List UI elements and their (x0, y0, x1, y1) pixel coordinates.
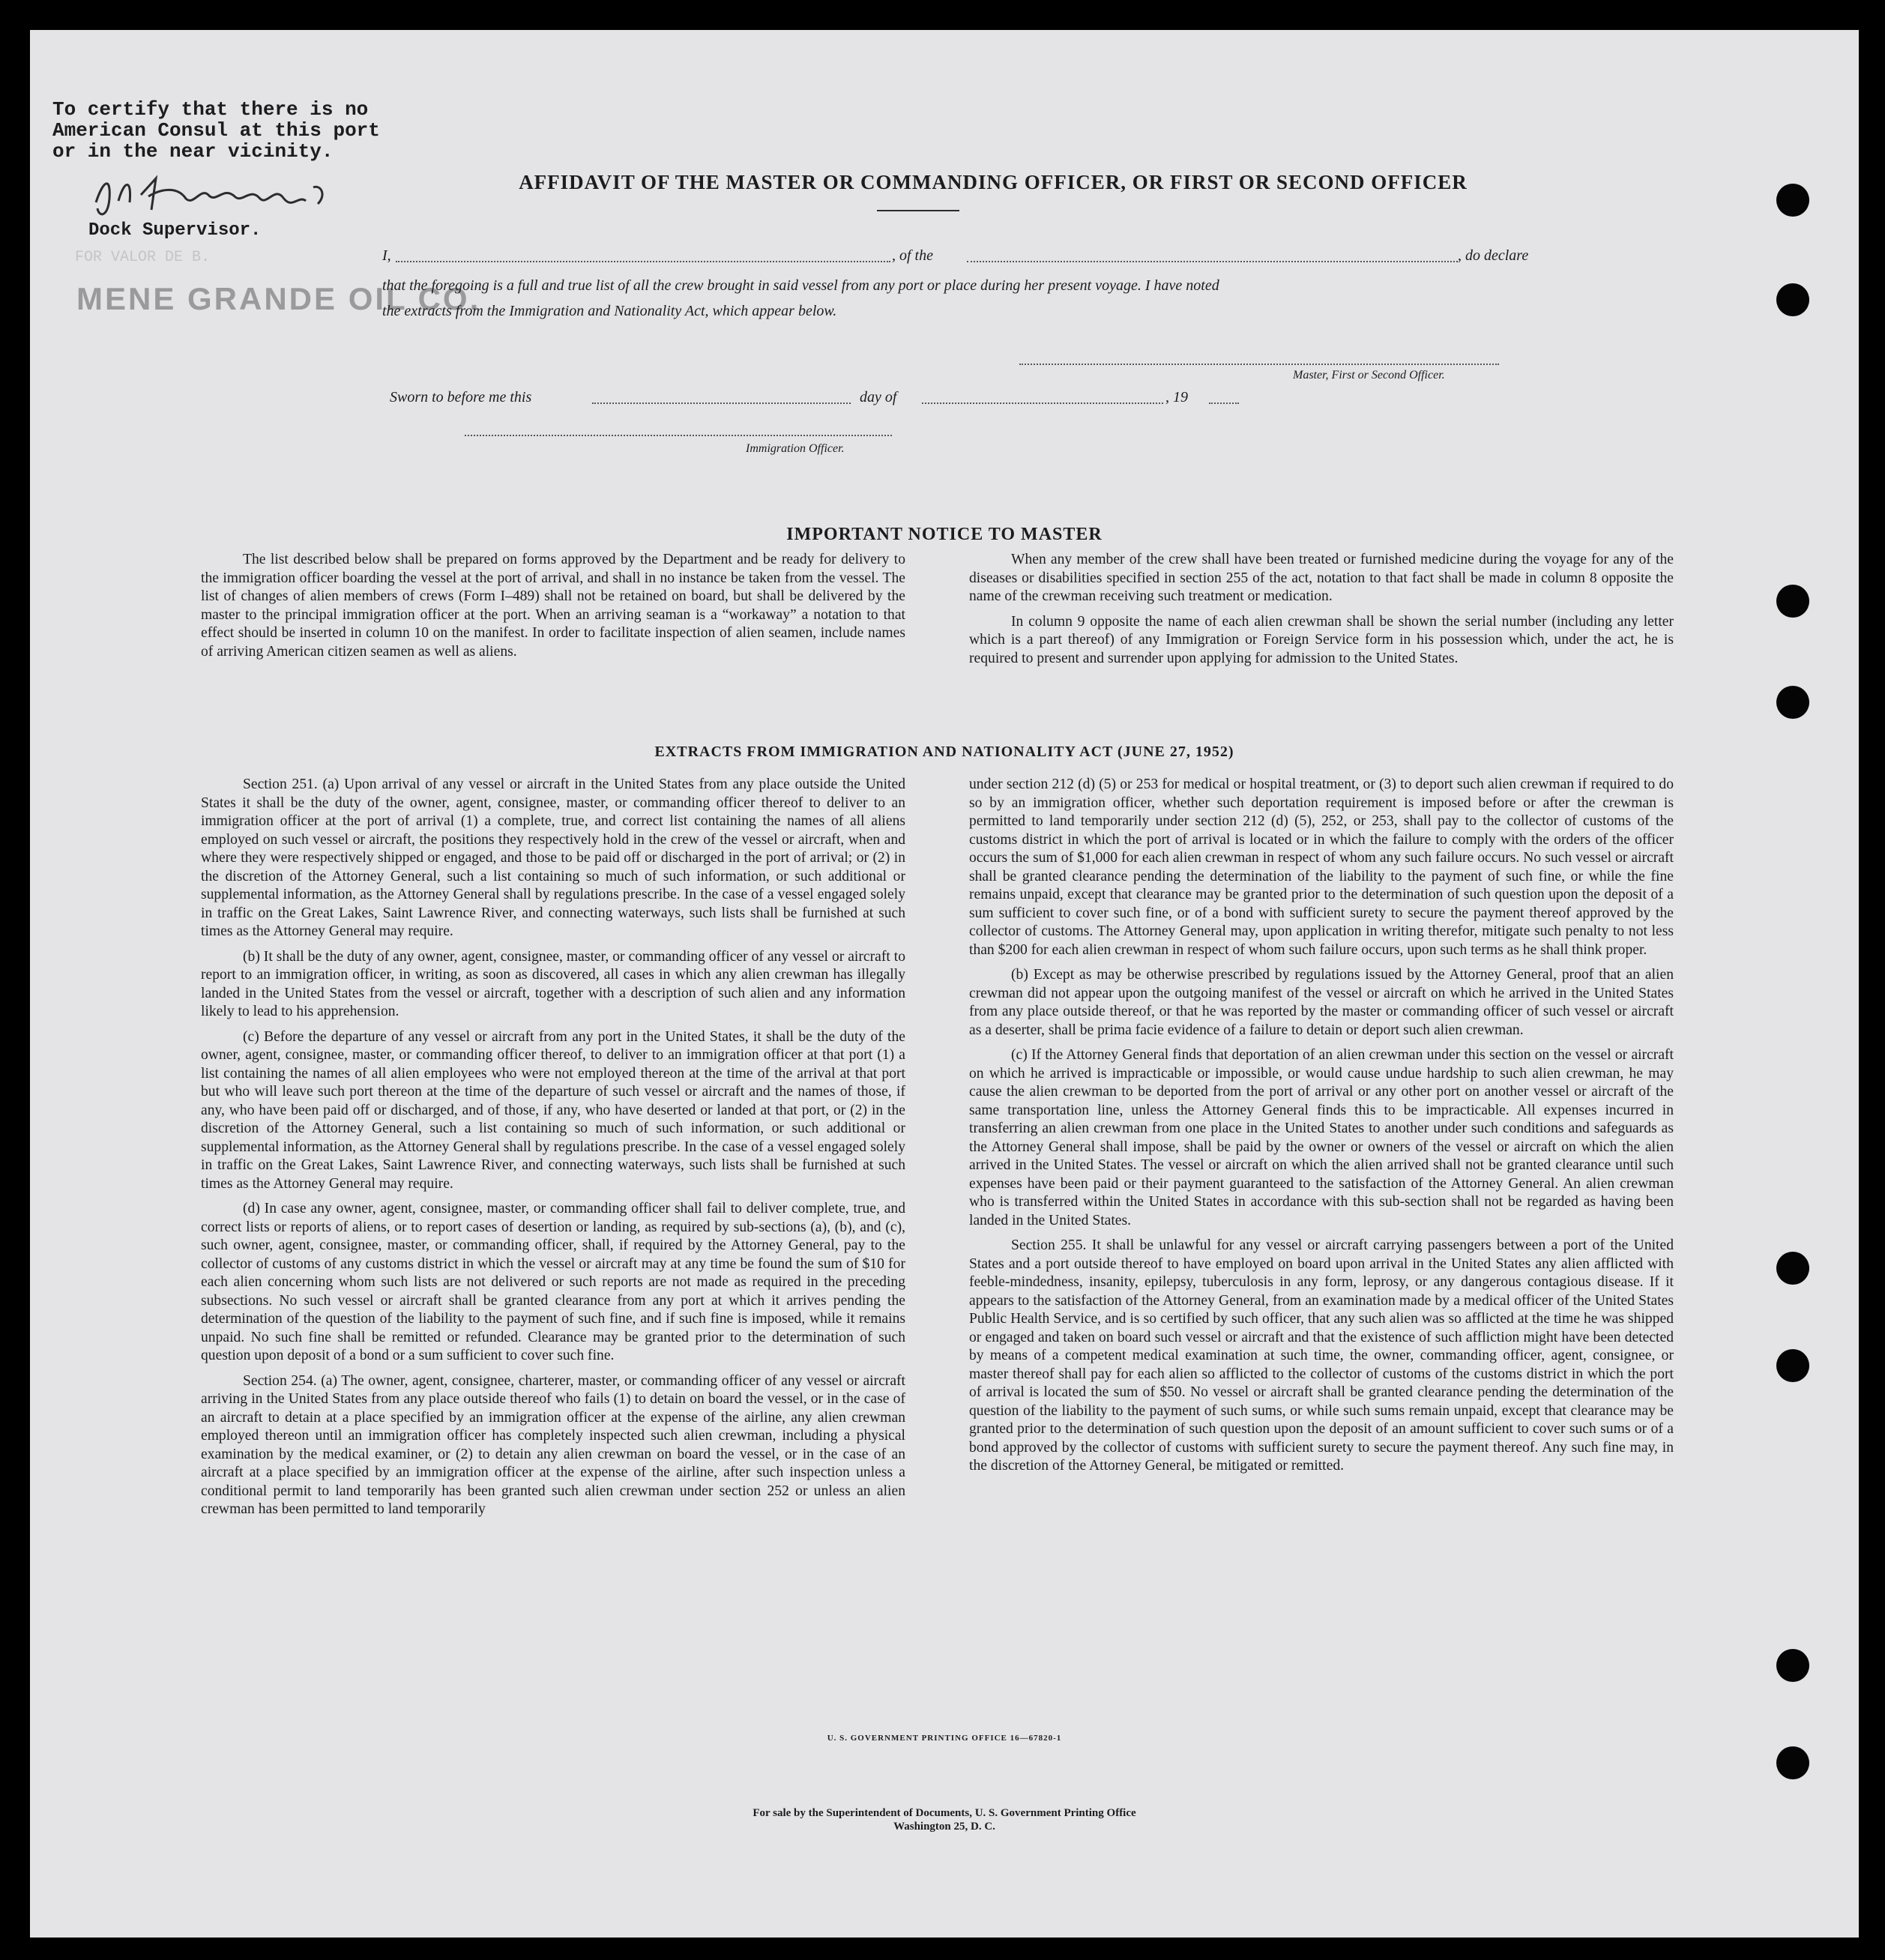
officer-caption: Immigration Officer. (746, 442, 845, 455)
gpo-imprint: U. S. GOVERNMENT PRINTING OFFICE 16—67820-1 (827, 1734, 1062, 1743)
dock-supervisor-label: Dock Supervisor. (88, 220, 262, 241)
master-caption: Master, First or Second Officer. (1293, 369, 1445, 382)
officer-signature-field[interactable] (465, 435, 892, 436)
notice-right-column (969, 551, 1674, 675)
master-signature-field[interactable] (1019, 364, 1499, 365)
month-field[interactable] (922, 402, 1163, 404)
extract-paragraph: (b) Except as may be otherwise prescribed by regulations issued by the Attorney General, proof that an alien crewman did not appear upon the outgoing manifest of the vessel or aircraft on which he arrived in the United States from any place outside thereof, or that he was reported by the master or commanding officer of such vessel or aircraft as a deserter, shall be prima facie evidence of a failure to detain or deport such alien crewman. (969, 967, 1674, 1038)
notice-paragraph: When any member of the crew shall have been treated or furnished medicine during the voyage for any of the diseases or disabilities specified in section 255 of the act, notation to that fact shall be made in column 8 opposite the name of the crewman receiving such treatment or medication. (969, 552, 1674, 604)
notice-left-column (201, 551, 905, 668)
certification-stamp (52, 99, 442, 162)
notice-title: IMPORTANT NOTICE TO MASTER (786, 525, 1103, 544)
extract-paragraph: Section 251. (a) Upon arrival of any vessel or aircraft in the United States from any place outside the United States it shall be the duty of the owner, agent, consignee, master, or commanding officer thereof to deliver to an immigration officer at the port of arrival (1) a complete, true, and correct list containing the names of all aliens employed on such vessel or aircraft, the positions they respectively hold in the crew of the vessel or aircraft, when and where they were respectively shipped or engaged, and those to be paid off or discharged in the port of arrival; or (2) in the discretion of the Attorney General, such a list containing so much of such information, or such additional or supplemental information, as the Attorney General shall by regulations prescribe. In the case of a vessel engaged solely in traffic on the Great Lakes, Saint Lawrence River, and connecting waterways, such lists shall be furnished at such times as the Attorney General may require. (201, 777, 905, 939)
year-label: , 19 (1165, 389, 1188, 405)
declaration-line-2: that the foregoing is a full and true list of all the crew brought in said vessel from any port or place during her present voyage. I have noted (382, 277, 1219, 294)
name-field[interactable] (396, 261, 890, 262)
company-stamp: MENE GRANDE OIL CO. (76, 281, 481, 316)
title-underline (877, 210, 959, 211)
punch-hole (1776, 1746, 1809, 1779)
extract-paragraph: under section 212 (d) (5) or 253 for medical or hospital treatment, or (3) to deport such alien crewman if required to do so by an immigration officer, whether such deportation requirement is imposed before or after the crewman is permitted to land temporarily under section 212 (d) (5), 252, or 253, shall pay to the collector of customs of the customs district in which the port of arrival is located or in which the failure to comply with the orders of the officer occurs the sum of $1,000 for each alien crewman in respect of whom any such failure occurs. No such vessel or aircraft shall be granted clearance pending the determination of the liability to the payment of such fine, or while the fine remains unpaid, except that clearance may be granted prior to the determination of such question upon the deposit of a sum sufficient to cover such fine, or of a bond with sufficient surety to secure the payment thereof approved by the collector of customs. The Attorney General may, upon application in writing therefor, mitigate such penalty to not less than $200 for each alien crewman in respect of whom such failure occurs, upon such terms as he shall think proper. (969, 777, 1674, 958)
extract-paragraph: (c) Before the departure of any vessel or aircraft from any port in the United States, it shall be the duty of the owner, agent, consignee, master, or commanding officer thereof, to deliver to an immigration officer at that port (1) a list containing the names of all alien employees who were not employed thereon at the time of the arrival at that port but who will leave such port thereon at the time of the departure of such vessel or aircraft and the names of those, if any, who have been paid off or discharged, and of those, if any, who have deserted or landed at that port, or (2) in the discretion of the Attorney General, such a list containing so much of such information, or such additional or supplemental information, as the Attorney General shall by regulations prescribe. In the case of a vessel engaged solely in traffic on the Great Lakes, Saint Lawrence River, and connecting waterways, such lists shall be furnished at such times as the Attorney General may require. (201, 1028, 905, 1192)
extracts-right-column (969, 776, 1674, 1483)
notice-paragraph: In column 9 opposite the name of each alien crewman shall be shown the serial number (including any letter which is a part thereof) of any Immigration or Foreign Service form in his possession which, under the act, he is required to present and surrender upon applying for admission to the United States. (969, 613, 1674, 666)
stamp-line-1: To certify that there is no (52, 98, 369, 121)
declaration-of-the: , of the (892, 247, 933, 264)
vessel-field[interactable] (967, 261, 1458, 262)
punch-hole (1776, 1649, 1809, 1682)
extract-paragraph: (d) In case any owner, agent, consignee, master, or commanding officer shall fail to deliver complete, true, and correct lists or reports of aliens, or to report cases of desertion or landing, as required by sub-sections (a), (b), and (c), such owner, agent, consignee, master, or commanding officer, shall, if required by the Attorney General, pay to the collector of customs of any customs district in which the vessel or aircraft may at any time be found the sum of $10 for each alien concerning whom such lists are not delivered or such reports are not made as required in the preceding subsections. No such vessel or aircraft shall be granted clearance from any port at which it arrives pending the determination of the question of the liability to the payment of such fine, and if such fine is imposed, while it remains unpaid. No such fine shall be remitted or refunded. Clearance may be granted prior to the determination of such question upon deposit of a bond or a sum sufficient to cover such fine. (201, 1201, 905, 1363)
declaration-do-declare: , do declare (1458, 247, 1529, 264)
punch-hole (1776, 1252, 1809, 1285)
day-of-label: day of (860, 389, 897, 405)
extract-paragraph: (c) If the Attorney General finds that deportation of an alien crewman under this section on the vessel or aircraft on which he arrived is impracticable or impossible, or would cause undue hardship to such alien crewman, he may cause the alien crewman to be deported from the port of arrival or any other port on another vessel or aircraft of the same transportation line, unless the Attorney General finds this to be impracticable. All expenses incurred in transferring an alien crewman from one place in the United States to another under such conditions and safeguards as the Attorney General shall impose, shall be paid by the owner or owners of the vessel or aircraft on which the alien arrived in the United States. The vessel or aircraft on which the alien arrived shall not be granted clearance until such expenses have been paid or their payment guaranteed to the satisfaction of the Attorney General. An alien crewman who is transferred within the United States in accordance with this sub-section shall not be regarded as having been landed in the United States. (969, 1047, 1674, 1228)
sworn-date-field[interactable] (592, 402, 851, 404)
extracts-left-column (201, 776, 905, 1526)
extract-paragraph: Section 254. (a) The owner, agent, consignee, charterer, master, or commanding officer of any vessel or aircraft arriving in the United States from any place outside thereof who fails (1) to detain on board the vessel, or in the case of an aircraft to detain at a place specified by an immigration officer at the expense of the airline, any alien crewman employed thereon until an immigration officer has completely inspected such alien crewman, including a physical examination by the medical examiner, or (2) to detain any alien crewman on board the vessel, or in the case of an aircraft at a place specified by an immigration officer at the expense of the airline, after such inspection unless a conditional permit to land temporarily has been granted such alien crewman under section 252 or unless an alien crewman has been permitted to land temporarily (201, 1372, 905, 1517)
extracts-title: EXTRACTS FROM IMMIGRATION AND NATIONALITY ACT (JUNE 27, 1952) (654, 744, 1234, 760)
punch-hole (1776, 184, 1809, 217)
affidavit-title: AFFIDAVIT OF THE MASTER OR COMMANDING OFFICER, OR FIRST OR SECOND OFFICER (519, 171, 1468, 193)
document-page (30, 30, 1859, 1938)
declaration-line-3: the extracts from the Immigration and Nationality Act, which appear below. (382, 303, 837, 319)
stamp-line-3: or in the near vicinity. (52, 140, 334, 163)
stamp-line-2: American Consul at this port (52, 119, 380, 142)
sale-line-2: Washington 25, D. C. (893, 1821, 995, 1833)
punch-hole (1776, 686, 1809, 719)
extract-paragraph: Section 255. It shall be unlawful for any vessel or aircraft carrying passengers between a port of the United States and a port outside thereof to have employed on board upon arrival in the United States any alien afflicted with feeble-mindedness, insanity, epilepsy, tuberculosis in any form, leprosy, or any dangerous contagious disease. If it appears to the satisfaction of the Attorney General, from an examination made by a medical officer of the United States Public Health Service, and is so certified by such officer, that any such alien was so afflicted at the time he was shipped or engaged and taken on board such vessel or aircraft and that the existence of such affliction might have been detected by means of a competent medical examination at such time, the owner, commanding officer, agent, consignee, or master thereof shall pay for each alien so afflicted to the collector of customs of the customs district in which the port of arrival is located the sum of $50. No vessel or aircraft shall be granted clearance pending the determination of the question of the liability to the payment of such sums, or while such sums remain unpaid, except that clearance may be granted prior to the determination of such question upon the deposit of an amount sufficient to cover such sums or of a bond approved by the collector of customs with sufficient surety to secure the payment thereof. Any such fine may, in the discretion of the Attorney General, be mitigated or remitted. (969, 1237, 1674, 1474)
sale-line-1: For sale by the Superintendent of Documents, U. S. Government Printing Office (753, 1807, 1136, 1819)
punch-hole (1776, 1349, 1809, 1382)
punch-hole (1776, 585, 1809, 618)
declaration-i: I, (382, 247, 391, 264)
sworn-label: Sworn to before me this (390, 389, 532, 405)
extract-paragraph: (b) It shall be the duty of any owner, agent, consignee, master, or commanding officer of any vessel or aircraft to report to an immigration officer, in writing, as soon as discovered, all cases in which any alien crewman has illegally landed in the United States from the vessel or aircraft, together with a description of such alien and any information likely to lead to his apprehension. (201, 948, 905, 1019)
faded-stamp-text: FOR VALOR DE B. (75, 249, 211, 266)
punch-hole (1776, 283, 1809, 316)
year-field[interactable] (1209, 402, 1239, 404)
notice-paragraph: The list described below shall be prepared on forms approved by the Department and be ready for delivery to the immigration officer boarding the vessel at the port of arrival, and shall in no instance be taken from the vessel. The list of changes of alien members of crews (Form I–489) shall not be retained on board, but shall be delivered by the master to the principal immigration officer at the port. When an arriving seaman is a “workaway” a notation to that effect should be inserted in column 10 on the manifest. In order to facilitate inspection of alien seamen, include names of arriving American citizen seamen as well as aliens. (201, 552, 905, 660)
